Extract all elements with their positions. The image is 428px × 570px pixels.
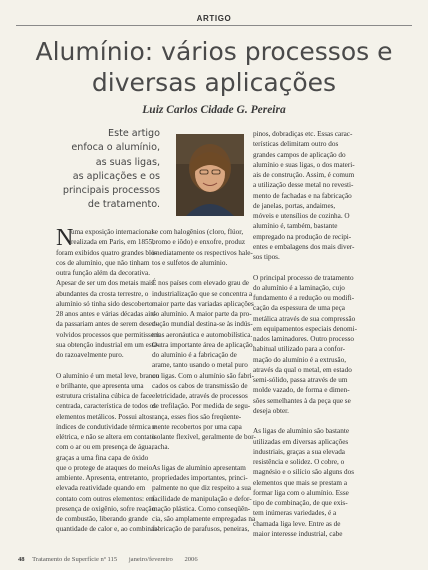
text-line: habitual utilizado para a confor- — [253, 345, 346, 354]
issue-date: janeiro/fevereiro — [128, 556, 173, 563]
text-line: através da qual o metal, em estado — [253, 365, 352, 374]
text-line: contato com outros elementos: em — [56, 494, 155, 503]
text-line: móveis e utensílios de cozinha. O — [253, 212, 350, 220]
text-line: terísticas delimitam outro dos — [253, 140, 339, 149]
abstract-line: de tratamento. — [87, 199, 160, 211]
text-line: bromo e iôdo) e enxofre, produz — [152, 238, 246, 247]
text-line: 28 anos antes e várias décadas ain- — [56, 310, 157, 318]
paragraph-gap — [152, 268, 248, 278]
text-line: em equipamentos especiais denomi- — [253, 324, 357, 333]
header-rule — [16, 25, 412, 26]
text-line: do alumínio. A maior parte da pro- — [152, 310, 252, 318]
text-line: arame, tanto usando o metal puro — [152, 361, 248, 370]
abstract-line: as aplicações e os — [72, 170, 160, 182]
text-line: chamada liga leve. Entre as de — [253, 519, 341, 528]
section-label: ARTIGO — [196, 14, 232, 23]
text-line: eletricidade, através de processos — [152, 392, 248, 400]
text-line: ou ligas. Com o alumínio são fabri- — [152, 371, 255, 380]
text-line: entes e embalagens dos mais diver- — [253, 242, 355, 251]
text-line: As ligas de alumínio são bastante — [253, 427, 350, 436]
text-line: imediatamente os respectivos hale- — [152, 248, 253, 257]
text-line: As ligas de alumínio apresentam — [152, 463, 246, 472]
text-line: presença de oxigênio, sofre reação — [56, 504, 156, 513]
text-line: quantidade de calor e, ao combinar- — [56, 525, 159, 534]
text-line: rança, esses fios são freqüente- — [152, 412, 242, 421]
paragraph-gap — [253, 262, 361, 272]
paragraph-gap — [56, 360, 152, 370]
abstract-line: as suas ligas, — [95, 156, 160, 168]
text-line: estrutura cristalina cúbica de face — [56, 392, 153, 400]
text-line: cação da espessura de uma peça — [253, 304, 345, 313]
text-line: É nos países com elevado grau de — [152, 279, 249, 288]
text-line: facilidade de manipulação e defor- — [152, 494, 252, 503]
text-line: industriais, graças a sua elevada — [253, 447, 346, 456]
page-number: 48 — [18, 556, 25, 563]
text-line: cos de alumínio, que não tinham — [56, 258, 150, 267]
text-line: ais de construção. Assim, é comum — [253, 171, 355, 179]
text-line: sos tipos. — [253, 253, 280, 261]
text-line: volvidos processos que permitissem — [56, 330, 160, 339]
text-line: mação plástica. Como conseqüên- — [152, 504, 251, 513]
text-line: alumínio e suas ligas, o dos materi- — [253, 160, 355, 169]
drop-cap: N — [56, 225, 74, 251]
text-line: sões semelhantes à da peça que se — [253, 396, 351, 405]
text-line: propriedades importantes, princi- — [152, 474, 248, 482]
text-line: maior parte das variadas aplicações — [152, 299, 254, 308]
text-line: outra função além da decorativa. — [56, 269, 150, 277]
text-line: elementos que mais se prestam a — [253, 478, 348, 487]
text-line: tipo de combinação, de que exis- — [253, 499, 348, 507]
abstract-line: enfoca o alumínio, — [71, 142, 160, 154]
text-line: formar liga com o alumínio. Esse — [253, 488, 349, 497]
issue-year: 2006 — [184, 556, 198, 563]
text-line: tos e sulfetos de alumínio. — [152, 258, 228, 267]
page-footer — [18, 556, 208, 563]
text-line: mente recobertos por uma capa — [152, 422, 242, 431]
text-line: alumínio é, também, bastante — [253, 222, 338, 231]
title-line-2: diversas aplicações — [91, 68, 337, 97]
text-line: empregado na produção de recipi- — [253, 232, 352, 241]
text-line: se com halogênios (cloro, flúor, — [152, 228, 244, 236]
text-line: alumínio só tinha sido descoberto — [56, 299, 153, 308]
column-2 — [152, 227, 256, 535]
paragraph-gap — [253, 416, 361, 426]
text-line: de janelas, portas, andaimes, — [253, 201, 336, 210]
author-name: Luiz Carlos Cidade G. Pereira — [142, 104, 286, 116]
text-line: ambiente. Apresenta, entretanto, — [56, 474, 149, 482]
text-line: uma exposição internacional — [71, 228, 154, 236]
text-line: graças a uma fina capa de óxido — [56, 453, 149, 462]
abstract-line: Este artigo — [108, 128, 160, 139]
text-line: do razoavelmente puro. — [56, 351, 124, 359]
author-photo — [176, 134, 244, 216]
text-line: metálica através de sua compressão — [253, 314, 356, 323]
text-line: deseja obter. — [253, 406, 289, 415]
text-line: índices de condutividade térmica e — [56, 422, 156, 431]
text-line: realizada em Paris, em 1855, — [71, 238, 155, 247]
text-line: da passariam antes de serem desen- — [56, 320, 158, 329]
text-line: mento de fachadas e na fabricação — [253, 191, 352, 200]
text-line: abundantes da crosta terrestre, o — [56, 289, 149, 298]
text-line: fabricação de parafusos, peneiras, — [152, 525, 250, 534]
text-line: O principal processo de tratamento — [253, 273, 354, 282]
text-line: pinos, dobradiças etc. Essas carac- — [253, 130, 353, 138]
abstract-line: principais processos — [62, 185, 160, 197]
text-line: semi-sólido, passa através de um — [253, 376, 348, 384]
text-line: do alumínio é a laminação, cujo — [253, 283, 345, 292]
column-3 — [253, 129, 361, 539]
text-line: e brilhante, que apresenta uma — [56, 381, 144, 390]
text-line: de combustão, liberando grande — [56, 515, 148, 523]
text-line: fundamento é a redução ou modifi- — [253, 294, 355, 302]
text-line: isolante flexível, geralmente de bor- — [152, 433, 256, 441]
text-line: grandes campos de aplicação do — [253, 150, 346, 159]
text-line: do alumínio é a fabricação de — [152, 351, 237, 359]
text-line: racha. — [152, 443, 170, 452]
text-line: de trefilação. Por medida de segu- — [152, 402, 251, 411]
title-line-1: Alumínio: vários processos e — [35, 37, 393, 66]
text-line: nados laminadores. Outro processo — [253, 335, 355, 343]
text-line: que o protege de ataques do meio — [56, 463, 153, 472]
text-line: foram exibidos quatro grandes blo- — [56, 248, 157, 257]
text-line: utilizadas em diversas aplicações — [253, 437, 349, 446]
journal-name: Tratamento de Superfície nº 115 — [32, 556, 118, 563]
text-line: a utilização desse metal no revesti- — [253, 181, 354, 190]
text-line: O alumínio é um metal leve, branco — [56, 371, 160, 380]
column-1 — [56, 227, 160, 535]
text-line: cia, são amplamente empregadas na — [152, 515, 256, 523]
text-line: tem inúmeras variedades, é a — [253, 509, 337, 518]
text-line: elevada reatividade quando em — [56, 484, 146, 493]
text-line: magnésio e o silício são alguns dos — [253, 468, 355, 477]
text-line: trias aeronáutica e automobilística. — [152, 330, 253, 339]
text-line: maior interesse industrial, cabe — [253, 529, 343, 538]
text-line: Apesar de ser um dos metais mais — [56, 279, 154, 288]
text-line: industrialização que se concentra a — [152, 289, 253, 298]
text-line: molde vazado, de forma e dimen- — [253, 386, 350, 395]
text-line: com o ar ou em presença de água, — [56, 443, 154, 452]
text-line: palmente no que diz respeito a sua — [152, 484, 251, 493]
text-line: sua obtenção industrial em um esta- — [56, 340, 160, 349]
abstract — [50, 127, 160, 213]
article-title — [0, 36, 428, 98]
text-line: Outra importante área de aplicação — [152, 340, 253, 349]
text-line: elementos metálicos. Possui altos — [56, 412, 153, 421]
text-line: elétrica, e não se altera em contato — [56, 433, 156, 441]
text-line: dução mundial destina-se às indús- — [152, 320, 253, 329]
text-line: cados os cabos de transmissão de — [152, 381, 248, 390]
text-line: centrada, característica de todos os — [56, 402, 156, 411]
text-line: resistência e solidez. O cobre, o — [253, 458, 345, 466]
text-line: mação do alumínio é a extrusão, — [253, 355, 347, 364]
paragraph-gap — [152, 453, 248, 463]
